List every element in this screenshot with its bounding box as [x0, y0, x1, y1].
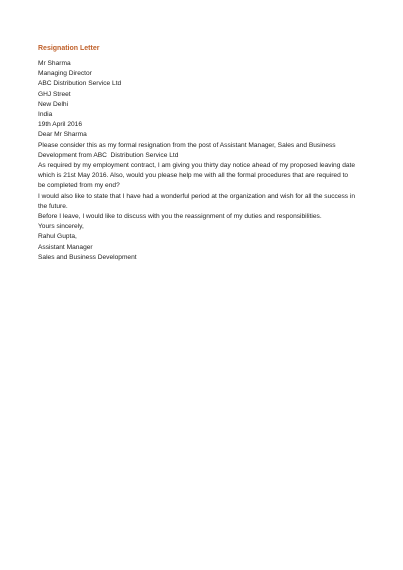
body-line: Please consider this as my formal resignation from the post of Assistant Manager, Sales and Business	[38, 141, 336, 149]
signature-department: Sales and Business Development	[38, 253, 137, 261]
body-line: As required by my employment contract, I am giving you thirty day notice ahead of my proposed leaving date	[38, 162, 356, 170]
recipient-position: Managing Director	[38, 70, 92, 78]
recipient-city: New Delhi	[38, 100, 69, 108]
body-line: Before I leave, I would like to discuss with you the reassignment of my duties and responsibilities.	[38, 213, 322, 221]
letter-date: 19th April 2016	[38, 121, 82, 129]
letter-title: Resignation Letter	[38, 45, 100, 52]
body-line: which is 21st May 2016. Also, would you please help me with all the formal procedures that are required to	[38, 172, 349, 180]
letter-content	[38, 44, 368, 263]
salutation: Dear Mr Sharma	[38, 131, 87, 139]
recipient-country: India	[38, 111, 53, 119]
signature-position: Assistant Manager	[38, 243, 93, 251]
signature-name: Rahul Gupta,	[38, 233, 77, 241]
recipient-street: GHJ Street	[38, 90, 71, 98]
recipient-name: Mr Sharma	[38, 60, 71, 67]
closing: Yours sincerely,	[38, 223, 84, 231]
body-line: Development from ABC Distribution Service Ltd	[38, 151, 179, 159]
body-line: be completed from my end?	[38, 182, 120, 190]
recipient-company: ABC Distribution Service Ltd	[38, 80, 122, 88]
body-line: I would also like to state that I have had a wonderful period at the organization and wish for all the success in	[38, 192, 356, 200]
body-line: the future.	[38, 202, 68, 210]
